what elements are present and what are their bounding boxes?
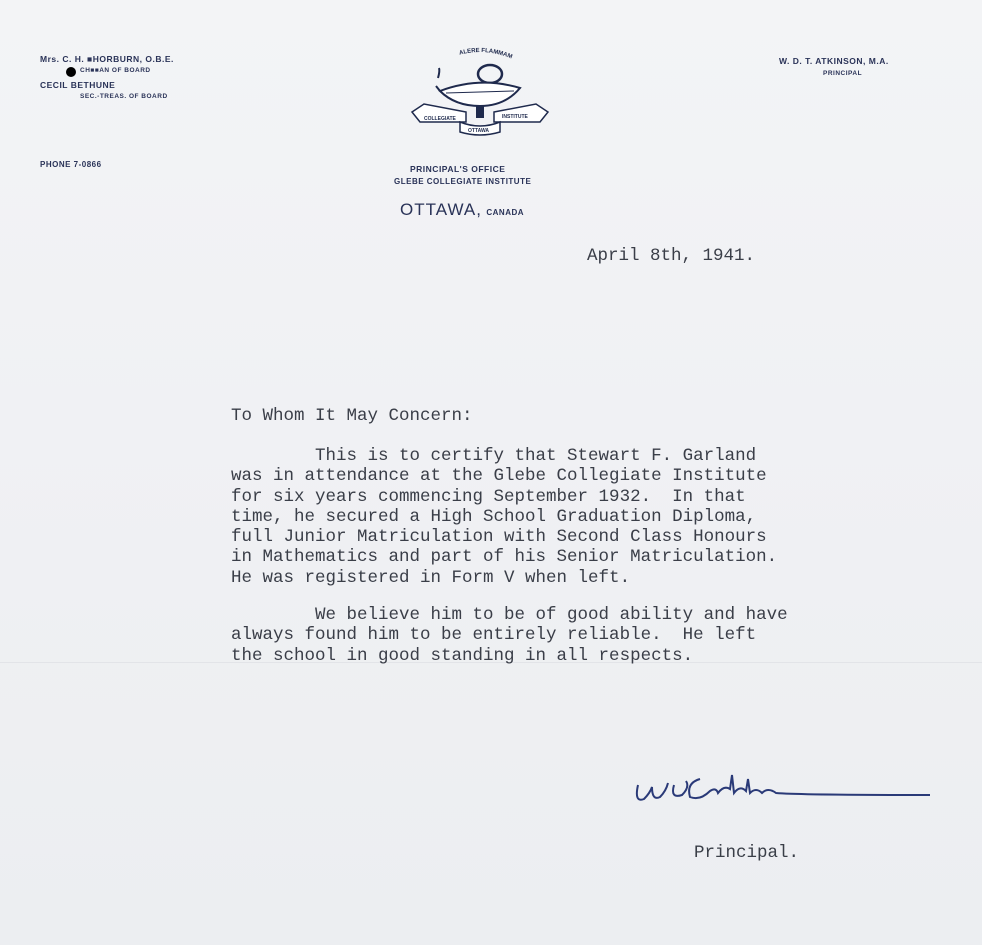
svg-text:INSTITUTE: INSTITUTE bbox=[502, 114, 528, 120]
chairman-name: Mrs. C. H. ■HORBURN, O.B.E. bbox=[40, 54, 174, 64]
city-line bbox=[400, 200, 524, 220]
school-name: GLEBE COLLEGIATE INSTITUTE bbox=[394, 177, 532, 186]
lamp-crest-icon bbox=[410, 46, 550, 136]
country: CANADA bbox=[486, 208, 525, 217]
paragraph-2 bbox=[231, 605, 788, 666]
svg-text:OTTAWA: OTTAWA bbox=[468, 128, 490, 134]
svg-text:ALERE FLAMMAM: ALERE FLAMMAM bbox=[458, 47, 513, 61]
paragraph-line: the school in good standing in all respects. bbox=[231, 645, 694, 666]
paragraph-line: for six years commencing September 1932. In that bbox=[231, 486, 746, 507]
paragraph-line: He was registered in Form V when left. bbox=[231, 567, 631, 588]
paragraph-line: This is to certify that Stewart F. Garland bbox=[231, 446, 757, 466]
paragraph-line: was in attendance at the Glebe Collegiate Institute bbox=[231, 466, 767, 487]
paragraph-line: full Junior Matriculation with Second Class Honours bbox=[231, 527, 767, 548]
paragraph-line: time, he secured a High School Graduation Diploma, bbox=[231, 506, 757, 527]
school-crest bbox=[410, 46, 550, 136]
principal-title: PRINCIPAL bbox=[823, 70, 863, 77]
secretary-name: CECIL BETHUNE bbox=[40, 80, 116, 90]
chairman-title: CH■■AN OF BOARD bbox=[80, 67, 151, 74]
city: OTTAWA, bbox=[400, 200, 482, 219]
phone-number: PHONE 7-0866 bbox=[40, 160, 102, 169]
svg-text:COLLEGIATE: COLLEGIATE bbox=[424, 116, 456, 122]
paragraph-line: We believe him to be of good ability and have bbox=[231, 605, 788, 625]
letter-date: April 8th, 1941. bbox=[587, 246, 756, 266]
office-label: PRINCIPAL'S OFFICE bbox=[410, 164, 506, 174]
secretary-title: SEC.-TREAS. OF BOARD bbox=[80, 93, 168, 100]
paragraph-1 bbox=[231, 446, 777, 588]
principal-name: W. D. T. ATKINSON, M.A. bbox=[779, 56, 889, 66]
redaction-mark bbox=[66, 67, 76, 77]
signature bbox=[630, 765, 940, 815]
paragraph-line: always found him to be entirely reliable. He left bbox=[231, 625, 757, 646]
paragraph-line: in Mathematics and part of his Senior Matriculation. bbox=[231, 547, 778, 568]
salutation: To Whom It May Concern: bbox=[231, 406, 473, 426]
signature-closing: Principal. bbox=[694, 843, 800, 863]
